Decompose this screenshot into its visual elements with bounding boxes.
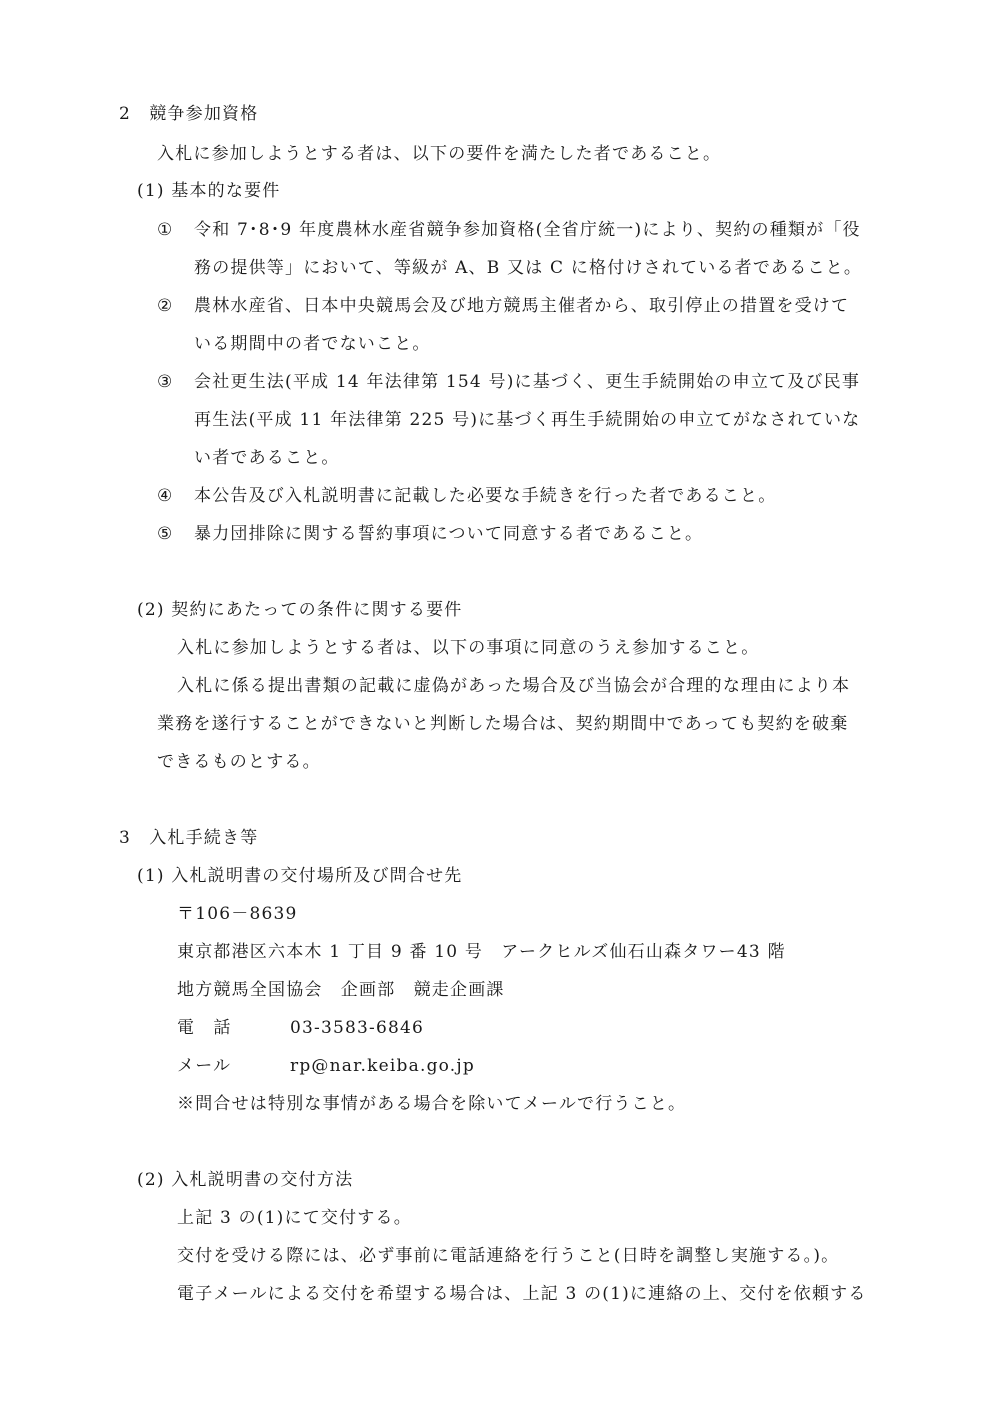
- mail-value: rp@nar.keiba.go.jp: [290, 1056, 475, 1076]
- item-text: 再生法(平成 11 年法律第 225 号)に基づく再生手続開始の申立てがなされていな: [194, 410, 861, 430]
- item-text: 務の提供等」において、等級が A、B 又は C に格付けされている者であること。: [194, 258, 863, 278]
- item-number: ④: [157, 486, 174, 506]
- paragraph: 入札に参加しようとする者は、以下の事項に同意のうえ参加すること。: [177, 638, 760, 658]
- item-text: 暴力団排除に関する誓約事項について同意する者であること。: [194, 524, 704, 544]
- mail-label: メール: [177, 1056, 232, 1076]
- postal-code: 〒106－8639: [177, 904, 298, 924]
- paragraph: 業務を遂行することができないと判断した場合は、契約期間中であっても契約を破棄: [157, 714, 849, 734]
- item-text: 農林水産省、日本中央競馬会及び地方競馬主催者から、取引停止の措置を受けて: [194, 296, 850, 316]
- item-number: ③: [157, 372, 174, 392]
- subsection-3-1-title: (1) 入札説明書の交付場所及び問合せ先: [137, 866, 463, 886]
- item-number: ①: [157, 220, 174, 240]
- section-2-intro: 入札に参加しようとする者は、以下の要件を満たした者であること。: [157, 144, 722, 164]
- item-text: いる期間中の者でないこと。: [194, 334, 431, 354]
- paragraph: 上記 3 の(1)にて交付する。: [177, 1208, 412, 1228]
- item-text: 本公告及び入札説明書に記載した必要な手続きを行った者であること。: [194, 486, 777, 506]
- item-text: い者であること。: [194, 448, 340, 468]
- section-2-heading: 2 競争参加資格: [119, 104, 259, 124]
- item-text: 令和 7･8･9 年度農林水産省競争参加資格(全省庁統一)により、契約の種類が「役: [194, 220, 861, 240]
- item-number: ⑤: [157, 524, 174, 544]
- tel-label: 電 話: [177, 1018, 232, 1038]
- item-text: 会社更生法(平成 14 年法律第 154 号)に基づく、更生手続開始の申立て及び民事: [194, 372, 861, 392]
- address: 東京都港区六本木 1 丁目 9 番 10 号 アークヒルズ仙石山森タワー43 階: [177, 942, 786, 962]
- section-3-heading: 3 入札手続き等: [119, 828, 259, 848]
- tel-value: 03-3583-6846: [290, 1018, 425, 1038]
- organization: 地方競馬全国協会 企画部 競走企画課: [177, 980, 505, 1000]
- item-number: ②: [157, 296, 174, 316]
- subsection-2-1-title: (1) 基本的な要件: [137, 181, 281, 201]
- paragraph: できるものとする。: [157, 752, 321, 772]
- paragraph: 交付を受ける際には、必ず事前に電話連絡を行うこと(日時を調整し実施する。)。: [177, 1246, 840, 1266]
- contact-note: ※問合せは特別な事情がある場合を除いてメールで行うこと。: [177, 1094, 687, 1114]
- subsection-2-2-title: (2) 契約にあたっての条件に関する要件: [137, 600, 463, 620]
- paragraph: 電子メールによる交付を希望する場合は、上記 3 の(1)に連絡の上、交付を依頼する: [177, 1284, 867, 1304]
- paragraph: 入札に係る提出書類の記載に虚偽があった場合及び当協会が合理的な理由により本: [177, 676, 851, 696]
- subsection-3-2-title: (2) 入札説明書の交付方法: [137, 1170, 354, 1190]
